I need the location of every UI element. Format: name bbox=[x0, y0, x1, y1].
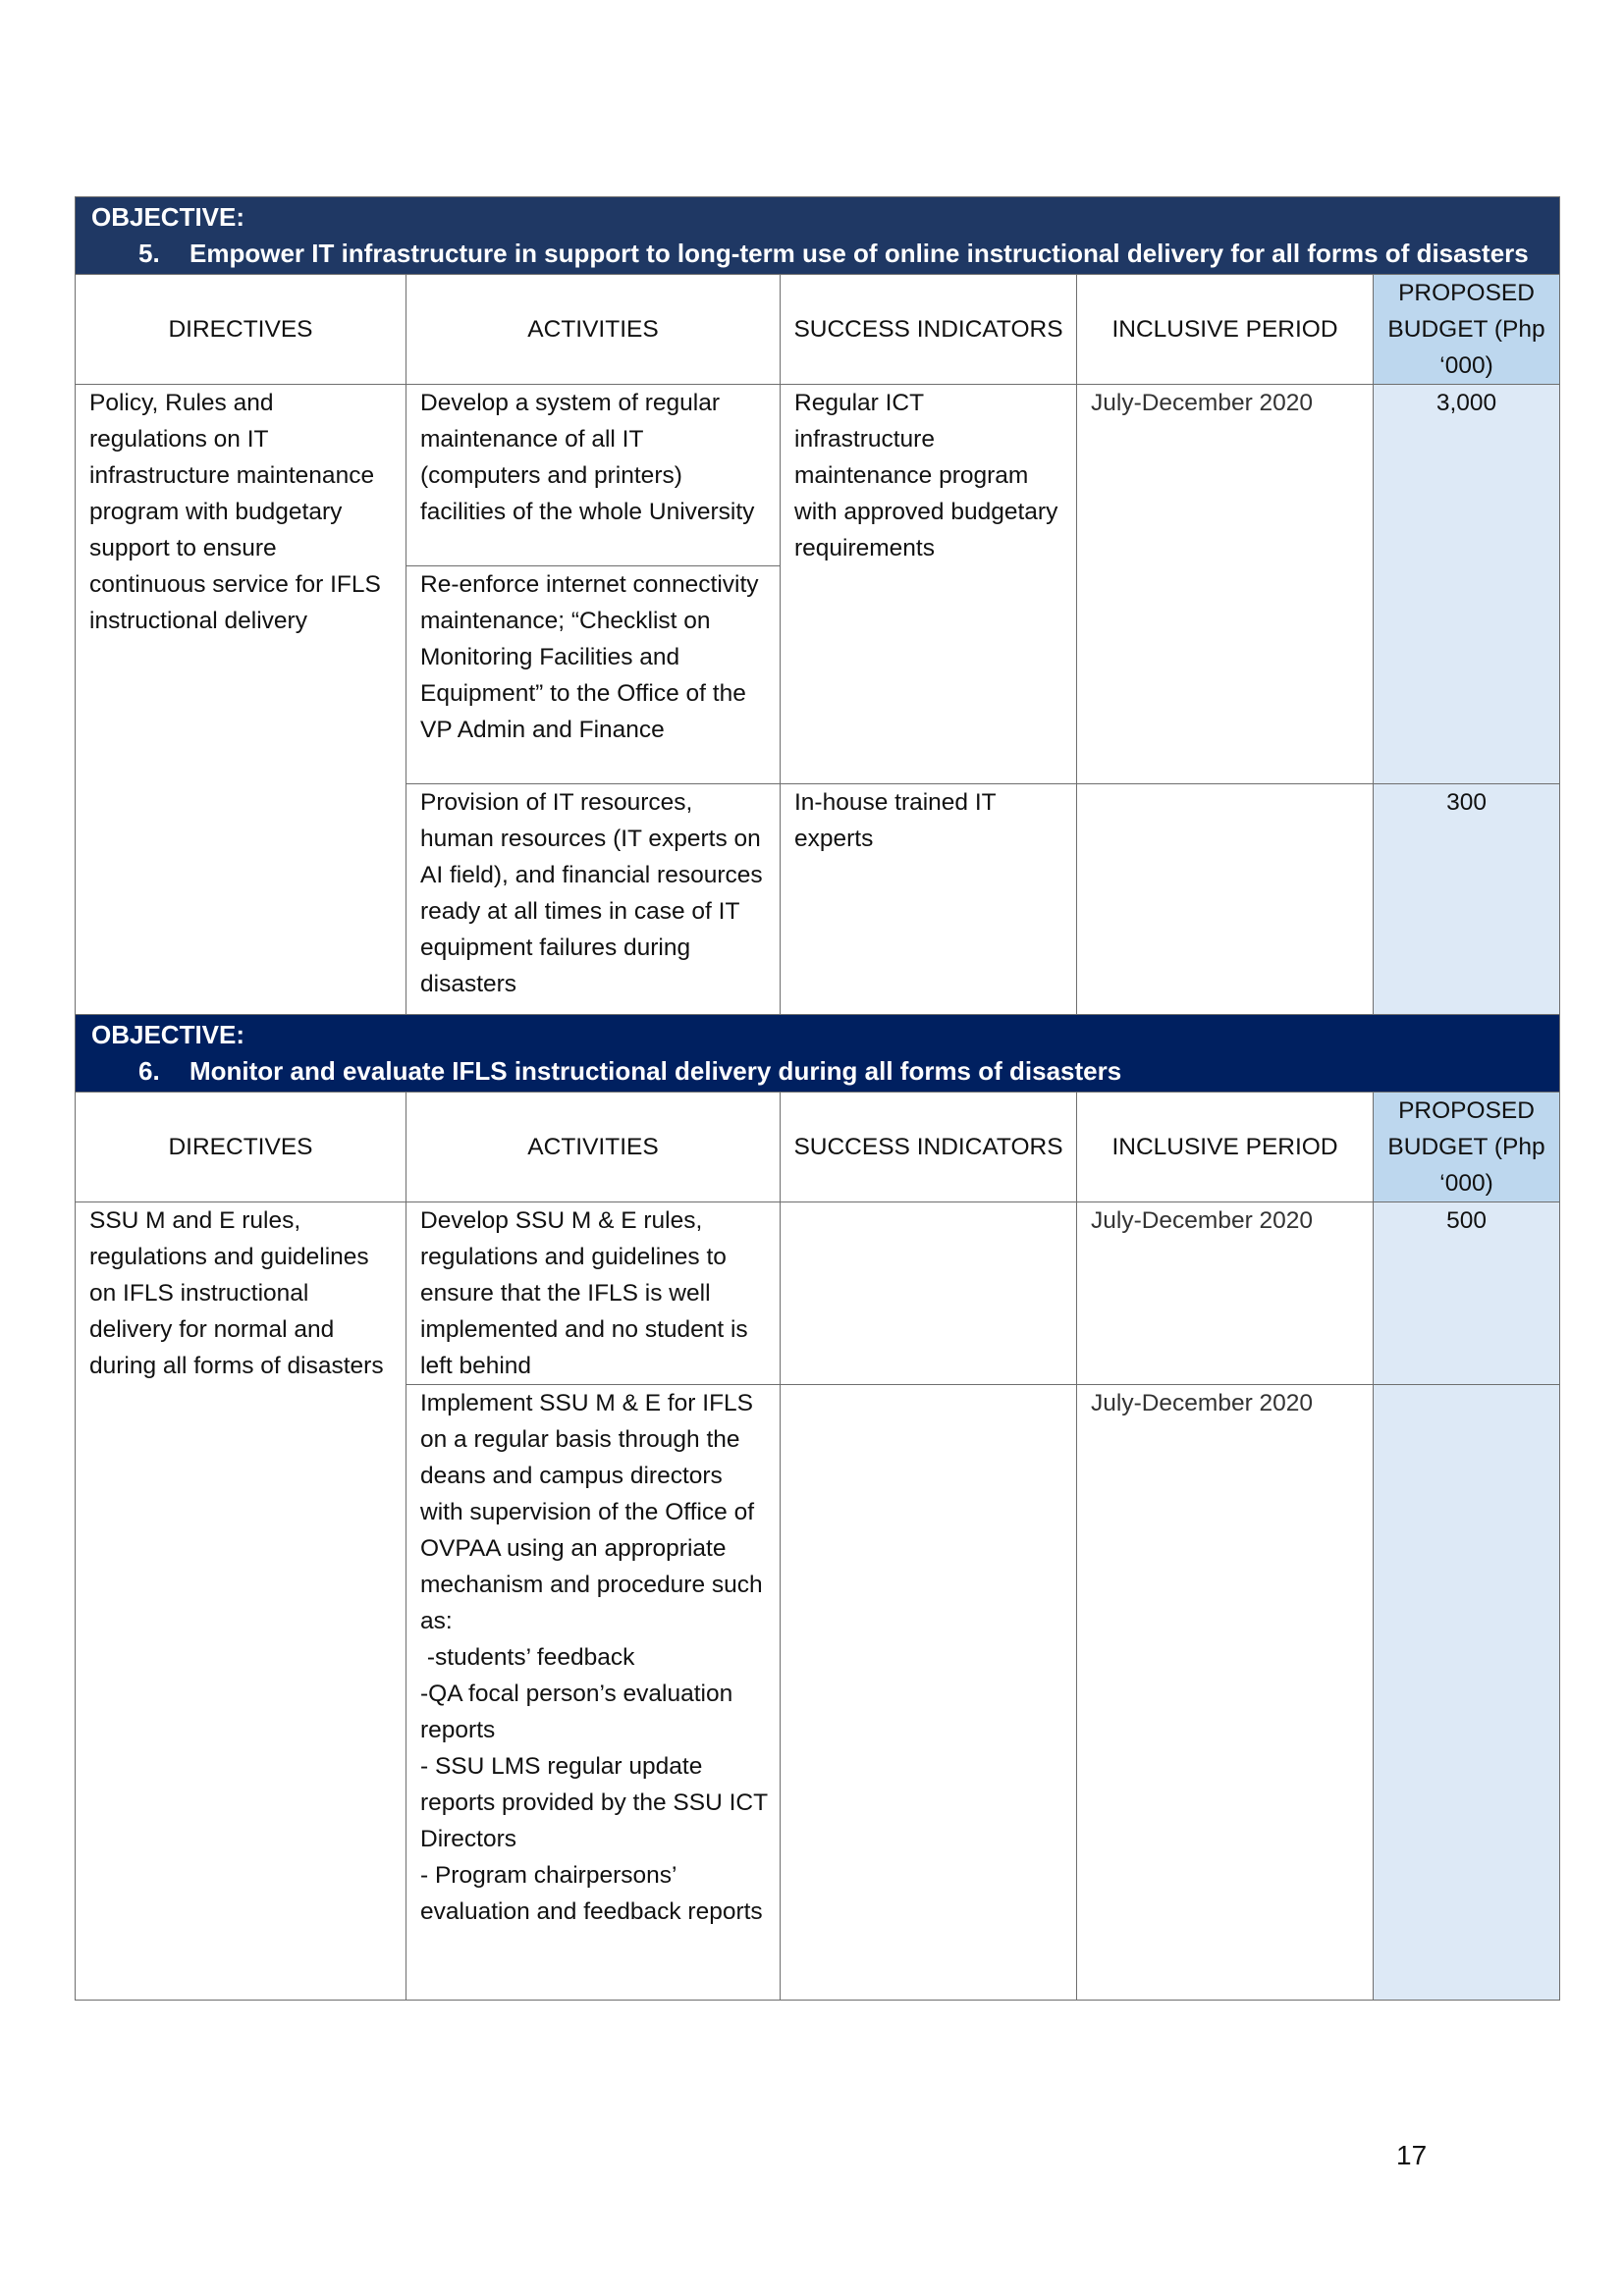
objective-6-band bbox=[76, 1015, 1560, 1093]
budget-cell: 300 bbox=[1374, 784, 1560, 1015]
header-success-indicators: SUCCESS INDICATORS bbox=[781, 1093, 1077, 1202]
budget-cell: 500 bbox=[1374, 1202, 1560, 1385]
plan-table bbox=[75, 196, 1560, 2001]
budget-cell: 3,000 bbox=[1374, 385, 1560, 784]
objective-5-band bbox=[76, 197, 1560, 275]
header-success-indicators: SUCCESS INDICATORS bbox=[781, 275, 1077, 385]
activity-cell: Re-enforce internet connectivity maintenance; “Checklist on Monitoring Facilities and Equipment” to the Office of the VP Admin and Finance bbox=[406, 566, 781, 784]
objective-number: 6. bbox=[138, 1056, 160, 1086]
inclusive-period-cell: July-December 2020 bbox=[1077, 385, 1374, 784]
objective-text: Empower IT infrastructure in support to long-term use of online instructional delivery for all forms of disasters bbox=[189, 239, 1529, 268]
activity-cell: Provision of IT resources, human resources (IT experts on AI field), and financial resources ready at all times in case of IT equipment failures during disasters bbox=[406, 784, 781, 1015]
success-indicator-cell: Regular ICT infrastructure maintenance program with approved budgetary requirements bbox=[781, 385, 1077, 784]
directive-cell: Policy, Rules and regulations on IT infrastructure maintenance program with budgetary support to ensure continuous service for IFLS instructional delivery bbox=[76, 385, 406, 1015]
activity-cell: Develop a system of regular maintenance of all IT (computers and printers) facilities of the whole University bbox=[406, 385, 781, 566]
inclusive-period-cell bbox=[1077, 784, 1374, 1015]
header-row bbox=[76, 275, 1560, 385]
directive-cell: SSU M and E rules, regulations and guidelines on IFLS instructional delivery for normal and during all forms of disasters bbox=[76, 1202, 406, 2001]
header-directives: DIRECTIVES bbox=[76, 1093, 406, 1202]
objective-text: Monitor and evaluate IFLS instructional delivery during all forms of disasters bbox=[189, 1056, 1122, 1086]
header-activities: ACTIVITIES bbox=[406, 275, 781, 385]
header-activities: ACTIVITIES bbox=[406, 1093, 781, 1202]
header-inclusive-period: INCLUSIVE PERIOD bbox=[1077, 275, 1374, 385]
objective-number: 5. bbox=[138, 239, 160, 268]
page-number: 17 bbox=[1396, 2140, 1428, 2170]
objective-label: OBJECTIVE: bbox=[91, 202, 245, 232]
activity-cell: Develop SSU M & E rules, regulations and guidelines to ensure that the IFLS is well implemented and no student is left behind bbox=[406, 1202, 781, 1385]
success-indicator-cell: In-house trained IT experts bbox=[781, 784, 1077, 1015]
header-proposed-budget: PROPOSED BUDGET (Php ‘000) bbox=[1374, 1093, 1560, 1202]
inclusive-period-cell: July-December 2020 bbox=[1077, 1202, 1374, 1385]
objective-label: OBJECTIVE: bbox=[91, 1020, 245, 1049]
success-indicator-cell bbox=[781, 1202, 1077, 1385]
header-inclusive-period: INCLUSIVE PERIOD bbox=[1077, 1093, 1374, 1202]
success-indicator-cell bbox=[781, 1385, 1077, 2001]
inclusive-period-cell: July-December 2020 bbox=[1077, 1385, 1374, 2001]
budget-cell bbox=[1374, 1385, 1560, 2001]
table-row bbox=[76, 385, 1560, 566]
table-row bbox=[76, 1202, 1560, 1385]
header-row bbox=[76, 1093, 1560, 1202]
activity-cell: Implement SSU M & E for IFLS on a regular basis through the deans and campus directors with supervision of the Office of OVPAA using an appropriate mechanism and procedure such as: -students’ feedback -QA focal person’s evaluation reports - SSU LMS regular update reports provided by the SSU ICT Directors - Program chairpersons’ evaluation and feedback reports bbox=[406, 1385, 781, 2001]
header-directives: DIRECTIVES bbox=[76, 275, 406, 385]
header-proposed-budget: PROPOSED BUDGET (Php ‘000) bbox=[1374, 275, 1560, 385]
